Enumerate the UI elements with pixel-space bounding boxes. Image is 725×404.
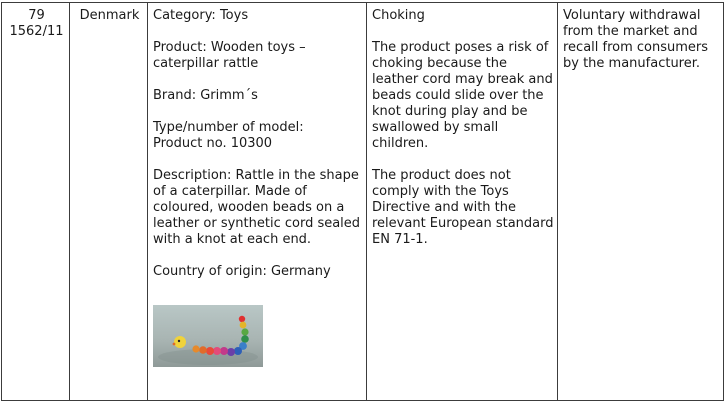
notification-number: 79 [28,8,45,23]
product-brand: Brand: Grimm´s [153,88,258,103]
product-model-label: Type/number of model: [153,120,304,135]
measures-cell [558,3,724,401]
product-origin: Country of origin: Germany [153,264,331,279]
notifying-country-cell [70,3,148,401]
measures-taken: Voluntary withdrawal from the market and recall from consumers by the manufacturer. [563,8,709,71]
product-model [153,120,363,152]
notification-table [1,2,724,401]
product-cell [148,3,367,401]
risk-type: Choking [372,8,425,23]
notifying-country: Denmark [79,8,140,23]
risk-compliance: The product does not comply with the Toys Directive and with the relevant European standard EN 71-1. [372,168,554,247]
risk-cell [367,3,558,401]
notification-reference: 1562/11 [9,24,64,39]
caterpillar-rattle-photo [153,305,263,367]
product-model-value: Product no. 10300 [153,136,273,151]
product-category: Category: Toys [153,8,249,23]
risk-details: The product poses a risk of choking because the leather cord may break and beads could slide over the knot during play and be swallowed by small children. [372,40,553,151]
product-description: Description: Rattle in the shape of a caterpillar. Made of coloured, wooden beads on a leather or synthetic cord sealed with a knot at each end. [153,168,361,247]
notification-number-cell [2,3,70,401]
product-name: Product: Wooden toys – caterpillar rattle [153,40,306,71]
table-row [2,3,724,401]
